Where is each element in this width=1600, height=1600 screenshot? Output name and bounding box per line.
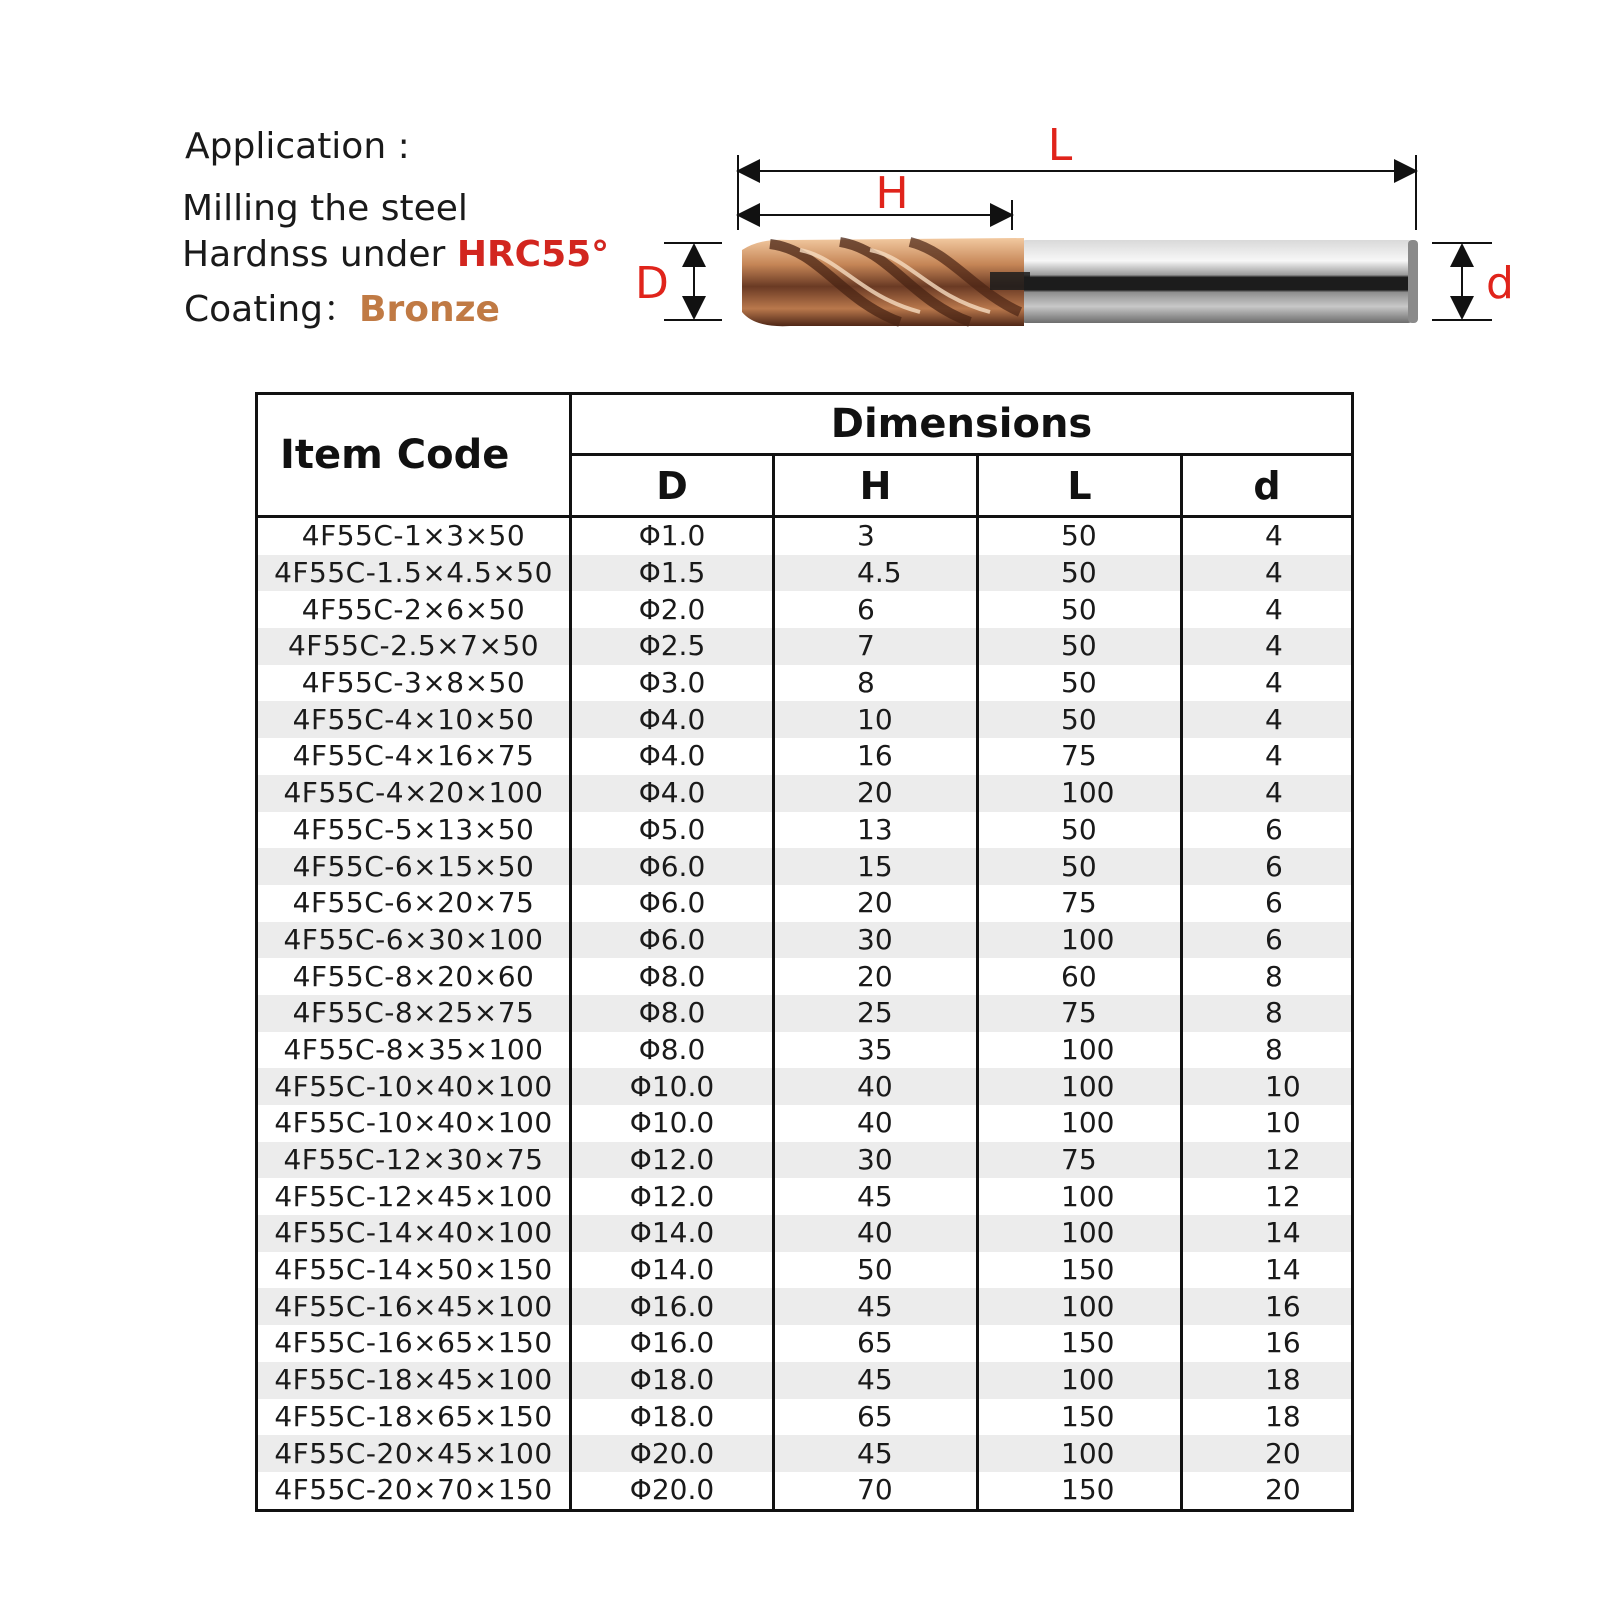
overall-length-cell: 150 <box>978 1399 1182 1436</box>
item-code-cell: 4F55C-1.5×4.5×50 <box>257 555 571 592</box>
coating-value: Bronze <box>359 289 500 330</box>
table-row <box>257 995 1353 1032</box>
overall-length-cell: 50 <box>978 848 1182 885</box>
flute-length-cell: 25 <box>774 995 978 1032</box>
table-row <box>257 1362 1353 1399</box>
flute-length-cell: 45 <box>774 1178 978 1215</box>
table-row <box>257 1472 1353 1510</box>
flute-length-cell: 20 <box>774 958 978 995</box>
overall-length-cell: 100 <box>978 1032 1182 1069</box>
overall-length-cell: 100 <box>978 1435 1182 1472</box>
overall-length-cell: 100 <box>978 1362 1182 1399</box>
overall-length-cell: 50 <box>978 628 1182 665</box>
flute-length-cell: 40 <box>774 1068 978 1105</box>
diameter-cell: Φ20.0 <box>571 1435 774 1472</box>
item-code-cell: 4F55C-10×40×100 <box>257 1068 571 1105</box>
flute-length-cell: 45 <box>774 1288 978 1325</box>
dimension-label-d: d <box>1486 258 1514 309</box>
flute-length-cell: 30 <box>774 1142 978 1179</box>
item-code-cell: 4F55C-12×30×75 <box>257 1142 571 1179</box>
item-code-cell: 4F55C-8×35×100 <box>257 1032 571 1069</box>
overall-length-cell: 100 <box>978 1215 1182 1252</box>
flute-length-cell: 15 <box>774 848 978 885</box>
shank-flat <box>990 272 1030 290</box>
diameter-cell: Φ1.5 <box>571 555 774 592</box>
column-header-L: L <box>978 455 1182 517</box>
overall-length-cell: 100 <box>978 1105 1182 1142</box>
item-code-cell: 4F55C-4×10×50 <box>257 701 571 738</box>
item-code-cell: 4F55C-2×6×50 <box>257 591 571 628</box>
table-row <box>257 1178 1353 1215</box>
dimension-label-D: D <box>635 258 669 309</box>
item-code-cell: 4F55C-4×16×75 <box>257 738 571 775</box>
column-header-H: H <box>774 455 978 517</box>
item-code-header: Item Code <box>257 394 571 517</box>
overall-length-cell: 75 <box>978 738 1182 775</box>
item-code-cell: 4F55C-6×15×50 <box>257 848 571 885</box>
shank-diameter-cell: 20 <box>1182 1472 1353 1510</box>
diameter-cell: Φ18.0 <box>571 1362 774 1399</box>
item-code-cell: 4F55C-14×50×150 <box>257 1252 571 1289</box>
column-header-d: d <box>1182 455 1353 517</box>
item-code-cell: 4F55C-2.5×7×50 <box>257 628 571 665</box>
flute-length-cell: 6 <box>774 591 978 628</box>
shank-diameter-cell: 8 <box>1182 995 1353 1032</box>
diameter-cell: Φ6.0 <box>571 848 774 885</box>
diameter-cell: Φ1.0 <box>571 517 774 555</box>
flute-length-cell: 10 <box>774 701 978 738</box>
shank-body <box>1020 240 1414 323</box>
shank-diameter-cell: 10 <box>1182 1105 1353 1142</box>
item-code-cell: 4F55C-20×70×150 <box>257 1472 571 1510</box>
diameter-cell: Φ18.0 <box>571 1399 774 1436</box>
table-row <box>257 1252 1353 1289</box>
flute-length-cell: 20 <box>774 775 978 812</box>
diameter-cell: Φ5.0 <box>571 812 774 849</box>
shank-diameter-cell: 6 <box>1182 885 1353 922</box>
table-row <box>257 591 1353 628</box>
overall-length-cell: 75 <box>978 885 1182 922</box>
flute-length-cell: 45 <box>774 1362 978 1399</box>
shank-diameter-cell: 8 <box>1182 958 1353 995</box>
flute-length-cell: 30 <box>774 922 978 959</box>
overall-length-cell: 150 <box>978 1325 1182 1362</box>
diameter-cell: Φ8.0 <box>571 1032 774 1069</box>
diameter-cell: Φ2.0 <box>571 591 774 628</box>
diameter-cell: Φ4.0 <box>571 701 774 738</box>
item-code-cell: 4F55C-8×20×60 <box>257 958 571 995</box>
flute-length-cell: 40 <box>774 1215 978 1252</box>
overall-length-cell: 100 <box>978 1068 1182 1105</box>
table-row <box>257 1325 1353 1362</box>
flute-length-cell: 16 <box>774 738 978 775</box>
dimension-label-L: L <box>1047 120 1073 171</box>
table-row <box>257 1105 1353 1142</box>
shank-diameter-cell: 16 <box>1182 1288 1353 1325</box>
diameter-cell: Φ12.0 <box>571 1178 774 1215</box>
overall-length-cell: 150 <box>978 1472 1182 1510</box>
shank-diameter-cell: 12 <box>1182 1178 1353 1215</box>
overall-length-cell: 75 <box>978 995 1182 1032</box>
shank-diameter-cell: 6 <box>1182 848 1353 885</box>
shank-diameter-cell: 4 <box>1182 775 1353 812</box>
item-code-cell: 4F55C-6×30×100 <box>257 922 571 959</box>
table-row <box>257 775 1353 812</box>
overall-length-cell: 50 <box>978 701 1182 738</box>
overall-length-cell: 100 <box>978 775 1182 812</box>
overall-length-cell: 50 <box>978 591 1182 628</box>
table-row <box>257 1068 1353 1105</box>
overall-length-cell: 100 <box>978 1178 1182 1215</box>
spec-table <box>255 392 1354 1512</box>
shank-diameter-cell: 18 <box>1182 1399 1353 1436</box>
item-code-cell: 4F55C-5×13×50 <box>257 812 571 849</box>
item-code-cell: 4F55C-18×65×150 <box>257 1399 571 1436</box>
table-row <box>257 812 1353 849</box>
overall-length-cell: 75 <box>978 1142 1182 1179</box>
item-code-cell: 4F55C-12×45×100 <box>257 1178 571 1215</box>
diameter-cell: Φ8.0 <box>571 995 774 1032</box>
end-mill-diagram <box>0 0 1600 360</box>
shank-diameter-cell: 4 <box>1182 701 1353 738</box>
shank-diameter-cell: 4 <box>1182 555 1353 592</box>
overall-length-cell: 100 <box>978 922 1182 959</box>
flute-length-cell: 8 <box>774 665 978 702</box>
shank-diameter-cell: 18 <box>1182 1362 1353 1399</box>
flute-length-cell: 65 <box>774 1325 978 1362</box>
item-code-cell: 4F55C-4×20×100 <box>257 775 571 812</box>
diameter-cell: Φ8.0 <box>571 958 774 995</box>
table-row <box>257 738 1353 775</box>
table-row <box>257 517 1353 555</box>
diameter-cell: Φ14.0 <box>571 1252 774 1289</box>
shank-diameter-cell: 6 <box>1182 922 1353 959</box>
dimensions-header: Dimensions <box>571 394 1353 455</box>
table-row <box>257 701 1353 738</box>
diameter-cell: Φ16.0 <box>571 1288 774 1325</box>
table-row <box>257 848 1353 885</box>
table-row <box>257 922 1353 959</box>
shank-diameter-cell: 4 <box>1182 628 1353 665</box>
application-use: Milling the steel <box>182 188 468 229</box>
flute-length-cell: 45 <box>774 1435 978 1472</box>
shank-diameter-cell: 14 <box>1182 1215 1353 1252</box>
flute-length-cell: 7 <box>774 628 978 665</box>
flute-length-cell: 70 <box>774 1472 978 1510</box>
shank-diameter-cell: 16 <box>1182 1325 1353 1362</box>
item-code-cell: 4F55C-8×25×75 <box>257 995 571 1032</box>
table-row <box>257 555 1353 592</box>
flute-length-cell: 50 <box>774 1252 978 1289</box>
table-row <box>257 958 1353 995</box>
coating-label: Coating： <box>184 289 360 330</box>
diameter-cell: Φ20.0 <box>571 1472 774 1510</box>
flute-length-cell: 3 <box>774 517 978 555</box>
item-code-cell: 4F55C-6×20×75 <box>257 885 571 922</box>
shank-diameter-cell: 20 <box>1182 1435 1353 1472</box>
shank-diameter-cell: 4 <box>1182 665 1353 702</box>
diameter-cell: Φ10.0 <box>571 1105 774 1142</box>
spec-table-body <box>257 517 1353 1511</box>
table-row <box>257 885 1353 922</box>
item-code-cell: 4F55C-18×45×100 <box>257 1362 571 1399</box>
shank-diameter-cell: 8 <box>1182 1032 1353 1069</box>
hardness-label: Hardnss under <box>182 234 457 275</box>
diameter-cell: Φ4.0 <box>571 738 774 775</box>
item-code-cell: 4F55C-16×45×100 <box>257 1288 571 1325</box>
item-code-cell: 4F55C-1×3×50 <box>257 517 571 555</box>
item-code-cell: 4F55C-20×45×100 <box>257 1435 571 1472</box>
shank-diameter-cell: 10 <box>1182 1068 1353 1105</box>
overall-length-cell: 50 <box>978 665 1182 702</box>
overall-length-cell: 50 <box>978 555 1182 592</box>
shank-diameter-cell: 4 <box>1182 517 1353 555</box>
overall-length-cell: 50 <box>978 812 1182 849</box>
application-heading: Application : <box>185 126 410 167</box>
flute-length-cell: 65 <box>774 1399 978 1436</box>
flute-length-cell: 4.5 <box>774 555 978 592</box>
shank-diameter-cell: 4 <box>1182 591 1353 628</box>
diameter-cell: Φ16.0 <box>571 1325 774 1362</box>
table-row <box>257 1142 1353 1179</box>
diameter-cell: Φ10.0 <box>571 1068 774 1105</box>
diameter-cell: Φ2.5 <box>571 628 774 665</box>
diameter-cell: Φ6.0 <box>571 922 774 959</box>
diameter-cell: Φ4.0 <box>571 775 774 812</box>
table-row <box>257 1288 1353 1325</box>
shank-diameter-cell: 14 <box>1182 1252 1353 1289</box>
table-row <box>257 665 1353 702</box>
item-code-cell: 4F55C-10×40×100 <box>257 1105 571 1142</box>
item-code-cell: 4F55C-3×8×50 <box>257 665 571 702</box>
table-row <box>257 1215 1353 1252</box>
overall-length-cell: 150 <box>978 1252 1182 1289</box>
flute-length-cell: 20 <box>774 885 978 922</box>
shank-diameter-cell: 4 <box>1182 738 1353 775</box>
item-code-cell: 4F55C-14×40×100 <box>257 1215 571 1252</box>
table-row <box>257 1435 1353 1472</box>
column-header-D: D <box>571 455 774 517</box>
overall-length-cell: 100 <box>978 1288 1182 1325</box>
shank-end <box>1408 240 1418 323</box>
overall-length-cell: 50 <box>978 517 1182 555</box>
hardness-value: HRC55° <box>456 234 610 275</box>
item-code-cell: 4F55C-16×65×150 <box>257 1325 571 1362</box>
flute-length-cell: 13 <box>774 812 978 849</box>
dimension-label-H: H <box>875 168 909 219</box>
flute-length-cell: 40 <box>774 1105 978 1142</box>
diameter-cell: Φ6.0 <box>571 885 774 922</box>
shank-diameter-cell: 6 <box>1182 812 1353 849</box>
diameter-cell: Φ12.0 <box>571 1142 774 1179</box>
diameter-cell: Φ3.0 <box>571 665 774 702</box>
table-row <box>257 1032 1353 1069</box>
shank-diameter-cell: 12 <box>1182 1142 1353 1179</box>
overall-length-cell: 60 <box>978 958 1182 995</box>
table-row <box>257 628 1353 665</box>
table-row <box>257 1399 1353 1436</box>
diameter-cell: Φ14.0 <box>571 1215 774 1252</box>
flute-length-cell: 35 <box>774 1032 978 1069</box>
